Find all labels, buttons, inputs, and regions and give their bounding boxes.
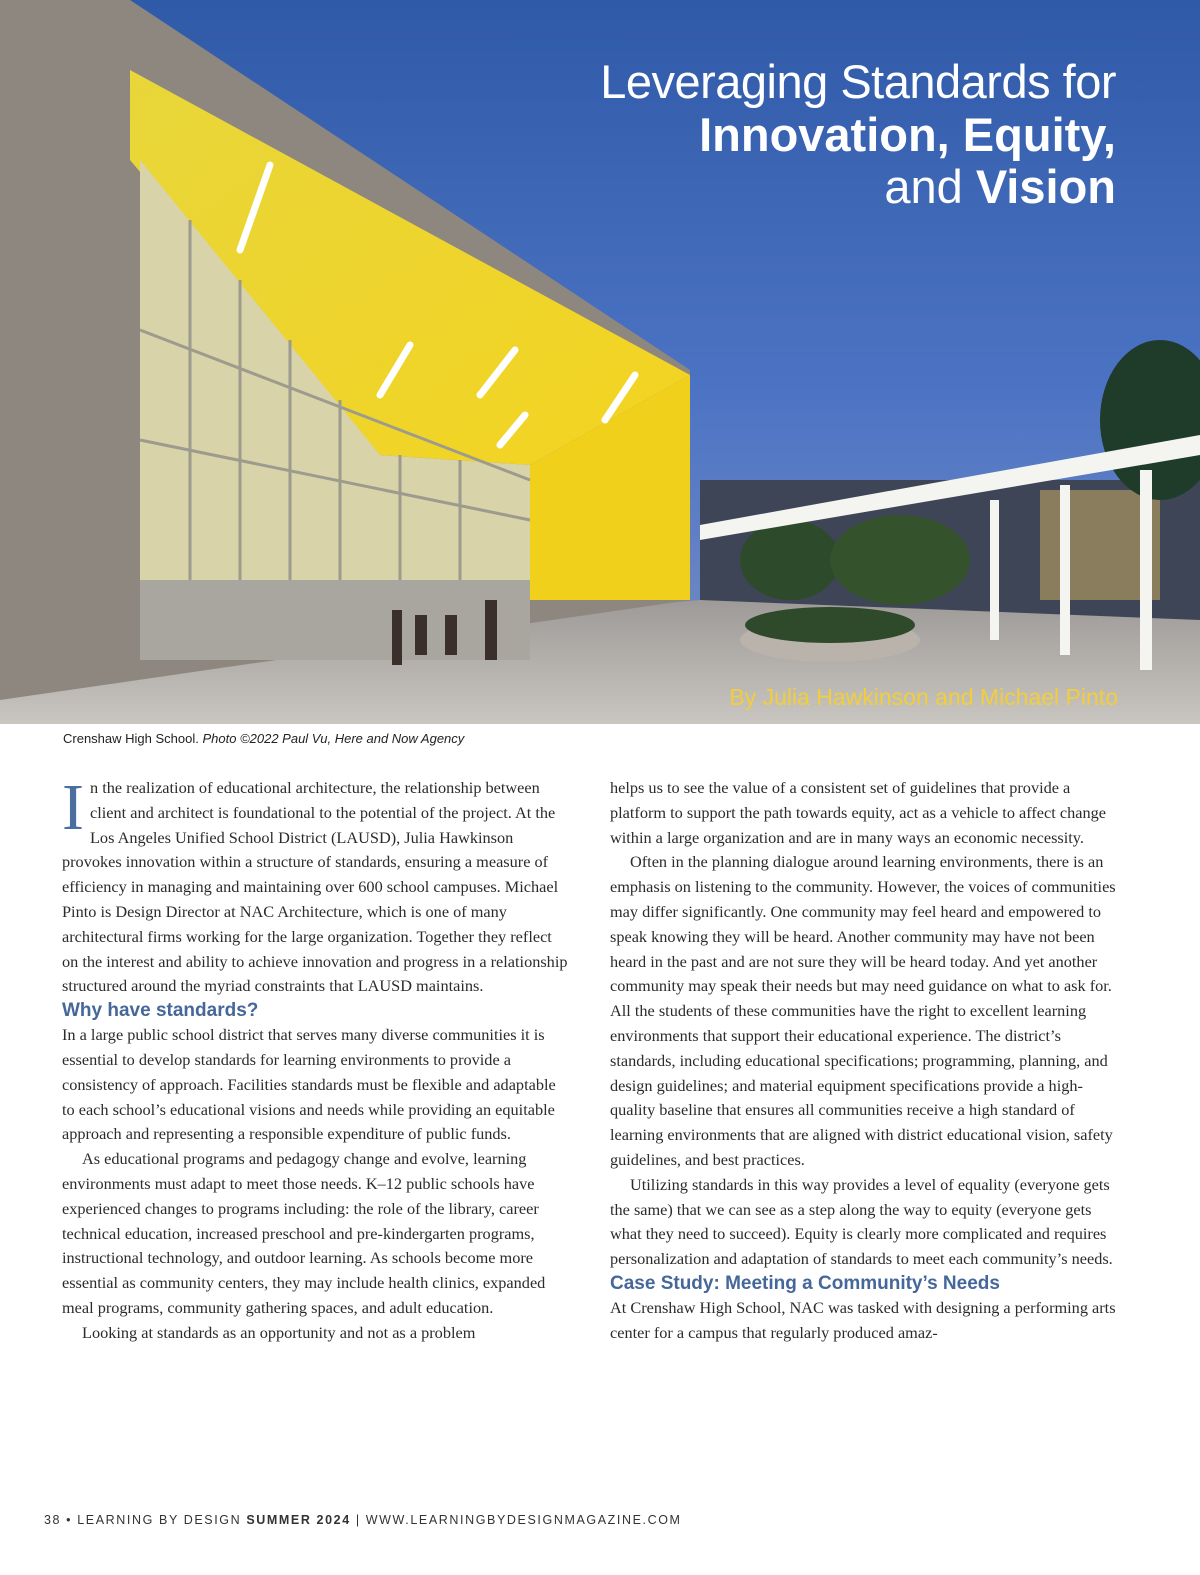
section-heading: Case Study: Meeting a Community’s Needs	[610, 1272, 1000, 1294]
body-paragraph: In a large public school district that serves many diverse communities it is essential to develop standards for learning environments to provide a consistency of approach. Facilities standards must be flexible and adaptable to each school’s educational visions and needs while providing an equitable approach and representing a responsible expenditure of public funds.	[62, 1025, 556, 1144]
body-paragraph: Often in the planning dialogue around learning environments, there is an emphasis on listening to the community. However, the voices of communities may differ significantly. One community may feel heard and empowered to speak knowing they will be heard. Another community may have not been heard in the past and are not sure they will be heard today. And yet another community may speak their needs but may need guidance on what to ask for. All the students of these communities have the right to excellent learning environments that support their educational experience. The district’s standards, including educational specifications; programming, planning, and design guidelines; and material equipment specifications provide a high-quality baseline that ensures all communities receive a high standard of learning environments that are aligned with district educational vision, safety guidelines, and best practices.	[610, 852, 1116, 1169]
body-paragraph: As educational programs and pedagogy change and evolve, learning environments must adapt to meet those needs. K–12 public schools have experienced changes to programs including: the role of the library, career technical education, increased preschool and pre-kindergarten programs, instructional technology, and outdoor learning. As schools become more essential as community centers, they may include health clinics, expanded meal programs, community gathering spaces, and adult education.	[62, 1149, 546, 1317]
body-paragraph: helps us to see the value of a consistent set of guidelines that provide a platform to support the path towards equity, act as a vehicle to affect change within a large organization and are in many ways an economic necessity.	[610, 778, 1106, 847]
column-right	[610, 776, 1120, 1346]
title-and: and	[884, 160, 963, 214]
intro-paragraph	[62, 771, 572, 999]
body-paragraph: Looking at standards as an opportunity and not as a problem	[82, 1322, 476, 1342]
drop-cap: I	[62, 771, 84, 844]
footer-issue: SUMMER 2024	[246, 1513, 351, 1527]
hero-photo	[0, 0, 1200, 724]
body-paragraph: Utilizing standards in this way provides a level of equality (everyone gets the same) that we can see as a step along the way to equity (everyone gets what they need to succeed). Equity is clearly more complicated and requires personalization and adaptation of standards to meet each community’s needs.	[610, 1174, 1113, 1269]
photo-caption	[63, 731, 464, 746]
title-vision: Vision	[975, 160, 1116, 214]
byline: By Julia Hawkinson and Michael Pinto	[729, 684, 1118, 710]
body-paragraph: At Crenshaw High School, NAC was tasked with designing a performing arts center for a campus that regularly produced amaz-	[610, 1297, 1116, 1342]
column-left	[62, 771, 572, 1346]
title-line-3	[600, 161, 1116, 214]
footer-page: 38 • LEARNING BY DESIGN	[44, 1513, 242, 1527]
intro-text: n the realization of educational architecture, the relationship between client and architect is foundational to the potential of the project. At the Los Angeles Unified School District (LAUSD), Julia Hawkinson provokes innovation within a structure of standards, ensuring a measure of efficiency in managing and maintaining over 600 school campuses. Michael Pinto is Design Director at NAC Architecture, which is one of many architectural firms working for the large organization. Together they reflect on the interest and ability to achieve innovation and progress in a relationship structured around the myriad constraints that LAUSD maintains.	[62, 778, 568, 996]
article-title	[600, 56, 1116, 214]
footer-url: | WWW.LEARNINGBYDESIGNMAGAZINE.COM	[355, 1513, 682, 1527]
caption-text: Crenshaw High School.	[63, 731, 199, 746]
section-heading: Why have standards?	[62, 1000, 259, 1022]
page-footer	[44, 1513, 682, 1527]
title-line-2: Innovation, Equity,	[699, 107, 1116, 161]
title-line-1: Leveraging Standards for	[600, 55, 1116, 108]
caption-credit: Photo ©2022 Paul Vu, Here and Now Agency	[202, 731, 465, 746]
